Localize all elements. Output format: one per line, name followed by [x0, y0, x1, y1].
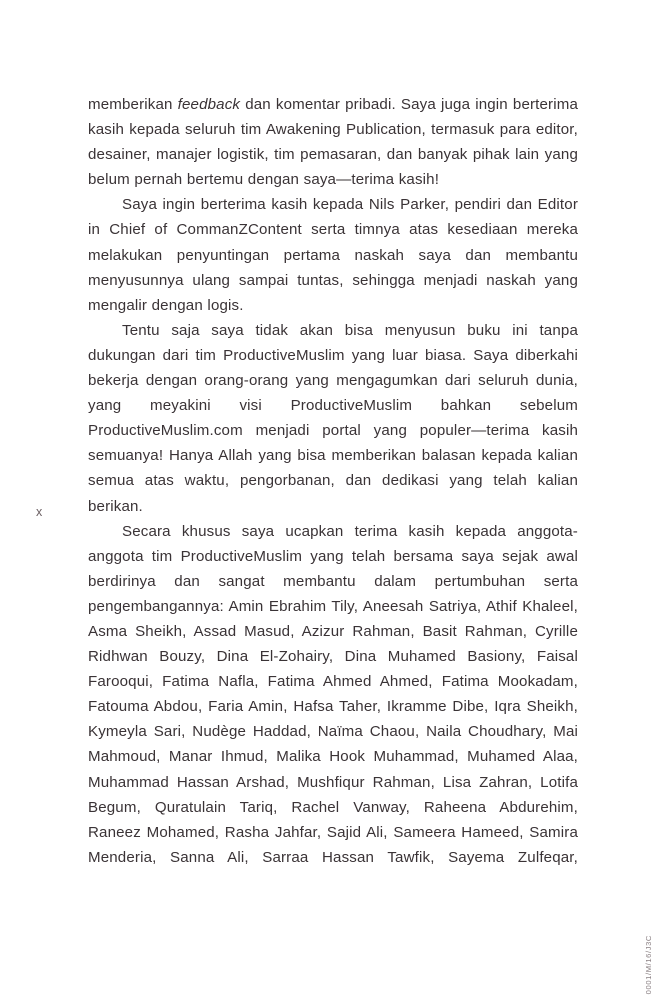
- paragraph-p1: memberikan feedback dan komentar pribadi. Saya juga ingin berterima kasih kepada seluruh tim Awakening Publication, termasuk para editor, desainer, manajer logistik, tim pemasaran, dan banyak pihak lain yang belum pernah bertemu dengan saya—terima kasih!: [88, 96, 579, 189]
- paragraph-p3: Tentu saja saya tidak akan bisa menyusun buku ini tanpa dukungan dari tim ProductiveMuslim yang luar biasa. Saya diberkahi bekerja dengan orang-orang yang mengagumkan dari seluruh dunia, yang meyakini visi ProductiveMuslim bahkan sebelum ProductiveMuslim.com menjadi portal yang populer—terima kasih semuanya! Hanya Allah yang bisa memberikan balasan kepada kalian semua atas waktu, pengorbanan, dan dedikasi yang telah kalian berikan.: [88, 321, 578, 515]
- page-text-column: [88, 92, 578, 870]
- paragraph-p2: Saya ingin berterima kasih kepada Nils Parker, pendiri dan Editor in Chief of CommanZContent serta timnya atas kesediaan mereka melakukan penyuntingan pertama naskah saya dan membantu menyusunnya ulang sampai tuntas, sehingga menjadi naskah yang mengalir dengan logis.: [88, 196, 578, 314]
- italic-term: feedback: [177, 96, 241, 113]
- paragraph-p4: Secara khusus saya ucapkan terima kasih kepada anggota-anggota tim ProductiveMuslim yang telah bersama saya sejak awal berdirinya dan sangat membantu dalam pertumbuhan serta pengembangannya: Amin Ebrahim Tily, Aneesah Satriya, Athif Khaleel, Asma Sheikh, Assad Masud, Azizur Rahman, Basit Rahman, Cyrille Ridhwan Bouzy, Dina El-Zohairy, Dina Muhamed Basiony, Faisal Farooqui, Fatima Nafla, Fatima Ahmed Ahmed, Fatima Mookadam, Fatouma Abdou, Faria Amin, Hafsa Taher, Ikramme Dibe, Iqra Sheikh, Kymeyla Sari, Nudège Haddad, Naïma Chaou, Naila Choudhary, Mai Mahmoud, Manar Ihmud, Malika Hook Muhammad, Muhamed Alaa, Muhammad Hassan Arshad, Mushfiqur Rahman, Lisa Zahran, Lotifa Begum, Quratulain Tariq, Rachel Vanway, Raheena Abdurehim, Raneez Mohamed, Rasha Jahfar, Sajid Ali, Sameera Hameed, Samira Menderia, Sanna Ali, Sarraa Hassan Tawfik, Sayema Zulfeqar,: [88, 522, 578, 866]
- print-code-label: 0001/M/16/J3C: [644, 934, 653, 994]
- page-number: x: [36, 505, 43, 519]
